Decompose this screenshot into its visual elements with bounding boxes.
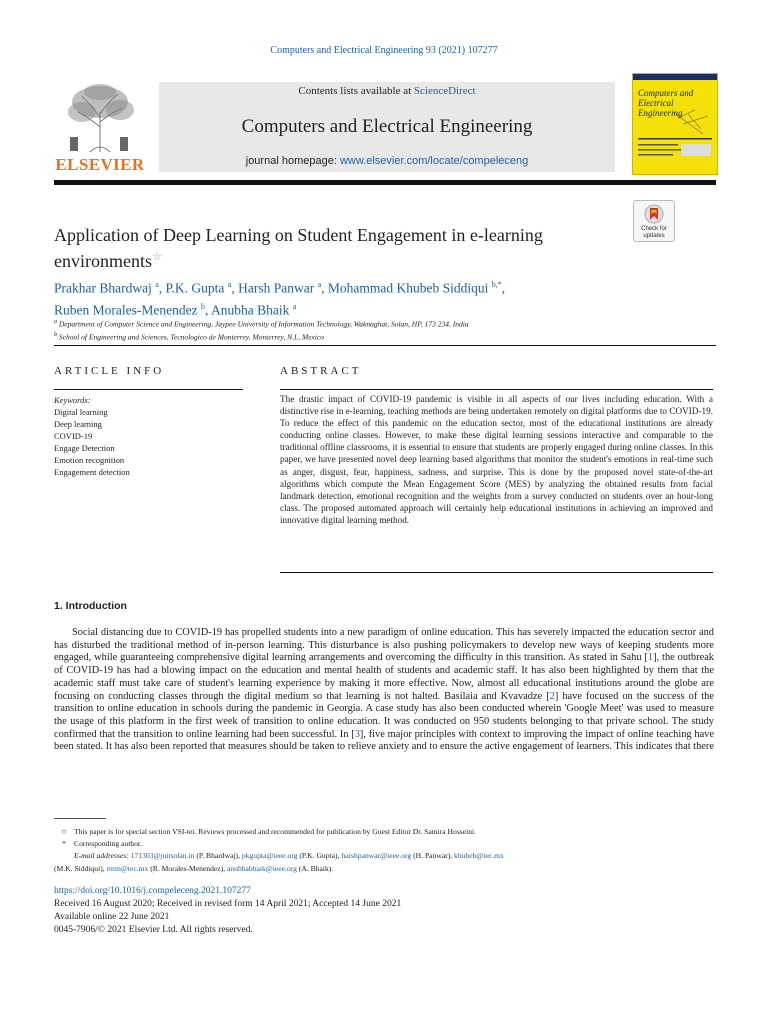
contents-prefix: Contents lists available at xyxy=(298,85,414,97)
introduction-body xyxy=(54,627,714,754)
title-footnote-star[interactable]: ☆ xyxy=(151,251,162,263)
intro-text-part: Social distancing due to COVID-19 has propelled students into a new paradigm of online education. This has severely impacted the education sector and has disturbed the traditional method of in-person learning. This disturbance is also pushing policymakers to develop new ways of keeping students more engaged, while guaranteeing comprehensive digital learning arrangements and overcoming the difficulty in this transition. As stated in Sahu [ xyxy=(54,627,714,664)
abstract-divider xyxy=(280,389,713,390)
publication-info xyxy=(54,885,401,937)
keyword-item: Deep learning xyxy=(54,419,102,429)
author-name[interactable]: Harsh Panwar xyxy=(238,280,318,296)
email-owner: (P. Bhardwaj), xyxy=(194,851,242,861)
doi-link[interactable]: https://doi.org/10.1016/j.compeleceng.2021.107277 xyxy=(54,886,251,896)
affiliation-mark: a xyxy=(54,319,57,325)
email-link[interactable]: rmm@tec.mx xyxy=(106,863,149,873)
keywords-label: Keywords: xyxy=(54,395,91,405)
keyword-list xyxy=(54,406,243,478)
author-affiliation-mark[interactable]: b,* xyxy=(491,280,502,289)
email-link[interactable]: 171303@juitsolan.in xyxy=(130,851,195,861)
email-owner: (A. Bhaik). xyxy=(296,863,334,873)
author-affiliation-mark[interactable]: a xyxy=(292,301,297,311)
footnote-divider xyxy=(54,818,106,819)
author-name[interactable]: Prakhar Bhardwaj xyxy=(54,280,156,296)
abstract-heading: ABSTRACT xyxy=(280,365,362,377)
journal-title: Computers and Electrical Engineering xyxy=(241,116,533,137)
online-date: Available online 22 June 2021 xyxy=(54,912,170,922)
sciencedirect-link[interactable]: ScienceDirect xyxy=(413,85,476,97)
email-link[interactable]: harshpanwar@ieee.org xyxy=(341,851,412,861)
homepage-link[interactable]: www.elsevier.com/locate/compeleceng xyxy=(339,155,529,167)
homepage-line xyxy=(159,155,615,167)
intro-text-part: ] have focused on the success of the transition to online education in schools during the pandemic in Georgia. A case study has also been conducted wherein 'Google Meet' was used to measure the usage of this platform in the first week of transition to online education. It was conducted on 950 students belonging to that private school. The study confirmed that the transition to online learning had been successful. In [ xyxy=(54,690,714,740)
keyword-item: Emotion recognition xyxy=(54,455,125,465)
publisher-wordmark: ELSEVIER xyxy=(55,155,145,174)
abstract-text: The drastic impact of COVID-19 pandemic is visible in all aspects of our lives including education. With a distinctive rise in e-learning, teaching methods are being undertaken remotely on digital platforms due to COVID-19. To reduce the effect of this pandemic on the education sector, most of the educational institutions are already conducting online classes. However, to make these digital learning sessions interactive and comparable to the traditional offline classrooms, it is essential to ensure that students are properly engaged during online classes. In this paper, we have presented novel deep learning based algorithms that monitor the student's emotions in real-time such as anger, disgust, fear, happiness, sadness, and surprise. This is done by the proposed novel state-of-the-art algorithms which compute the Mean Engagement Score (MES) by analyzing the obtained results from facial landmark detection, emotional recognition and the weights from a survey conducted on students over an hour-long class. The proposed automated approach will certainly help educational institutions in achieving an improved and innovative digital learning method. xyxy=(280,394,713,525)
journal-masthead xyxy=(54,78,716,178)
special-section-text: This paper is for special section VSI-tei. Reviews processed and recommended for publication by Guest Editor Dr. Samira Hosseini. xyxy=(74,827,477,836)
contents-line xyxy=(159,85,615,97)
introduction-heading: 1. Introduction xyxy=(54,600,127,612)
email-link[interactable]: pkgupta@ieee.org xyxy=(241,851,298,861)
citation-link-2[interactable]: 2 xyxy=(549,690,555,702)
journal-info-box xyxy=(159,82,615,172)
homepage-prefix: journal homepage: xyxy=(245,155,340,167)
author-affiliation-mark[interactable]: b xyxy=(200,301,205,311)
citation-link-3[interactable]: 3 xyxy=(354,728,360,740)
author-name[interactable]: Mohammad Khubeb Siddiqui xyxy=(327,280,492,296)
journal-reference[interactable]: Computers and Electrical Engineering 93 (2021) 107277 xyxy=(270,45,498,56)
footnotes xyxy=(54,826,714,875)
citation-link-1[interactable]: 1 xyxy=(647,652,654,664)
keyword-item: Digital learning xyxy=(54,407,108,417)
keywords-block xyxy=(54,394,243,478)
email-label: E-mail addresses: xyxy=(74,851,129,861)
author-name[interactable]: Anubha Bhaik xyxy=(210,302,293,317)
keyword-item: Engage Detection xyxy=(54,443,115,453)
copyright: 0045-7906/© 2021 Elsevier Ltd. All rights reserved. xyxy=(54,925,253,935)
masthead-divider xyxy=(54,180,716,185)
email-addresses-line-2 xyxy=(54,863,714,875)
article-title xyxy=(54,224,624,272)
footnote-star: ☆ xyxy=(60,827,68,836)
affiliation-line: $^a$ Department of Computer Science and Engineering, Jaypee University of Information Technology, Waknaghat, Solan, HP, 173 234, India xyxy=(54,319,469,329)
header-divider xyxy=(54,345,716,346)
author-list: Prakhar Bhardwaj $^a$, P.K. Gupta $^a$, Harsh Panwar $^a$, Mohammad Khubeb Siddiqui $^{b,*}$, Ruben Morales-Menendez $^b$, Anubha Bhaik $^a$ xyxy=(54,280,506,317)
author-affiliation-mark[interactable]: a xyxy=(317,280,322,289)
corresponding-author-note xyxy=(54,838,714,850)
affiliations xyxy=(54,317,674,342)
author-affiliation-mark[interactable]: a xyxy=(227,280,232,289)
intro-text-part: ], five major principles with context to improving the impact of online teaching have been stated. It has also been reported that measures should be taken to relieve anxiety and to ensure the active engagement of learners. This indicates that there xyxy=(54,728,714,753)
journal-cover-image[interactable] xyxy=(632,73,718,175)
email-link[interactable]: khubeb@tec.mx xyxy=(454,851,504,861)
affiliation-line: $^b$ School of Engineering and Sciences, Tecnologico de Monterrey, Monterrey, N.L, Mexico xyxy=(54,331,325,341)
footnote-asterisk: * xyxy=(62,839,66,849)
email-owner: (R. Morales-Menendez), xyxy=(148,863,227,873)
abstract-end-divider xyxy=(280,572,713,573)
article-title-text: Application of Deep Learning on Student Engagement in e-learning environments xyxy=(54,225,543,271)
introduction-paragraph xyxy=(54,627,714,754)
email-owner: (H. Panwar), xyxy=(411,851,455,861)
elsevier-tree-icon xyxy=(60,82,140,154)
received-dates: Received 16 August 2020; Received in revised form 14 April 2021; Accepted 14 June 2021 xyxy=(54,899,402,909)
elsevier-logo[interactable] xyxy=(54,78,154,174)
corresponding-author-text: Corresponding author. xyxy=(74,839,142,849)
keyword-item: COVID-19 xyxy=(54,431,93,441)
keyword-item: Engagement detection xyxy=(54,467,130,477)
article-info-divider xyxy=(54,389,243,390)
email-owner: (M.K. Siddiqui), xyxy=(54,863,107,873)
bookmark-icon xyxy=(644,204,664,226)
affiliation-mark: b xyxy=(54,331,57,338)
email-owner: (P.K. Gupta), xyxy=(297,851,342,861)
check-for-updates-label: Check for updates xyxy=(641,226,667,239)
author-affiliation-mark[interactable]: a xyxy=(155,280,159,289)
email-addresses-line xyxy=(54,850,714,862)
email-link[interactable]: anubhabhaik@ieee.org xyxy=(226,863,297,873)
check-for-updates-button[interactable] xyxy=(633,200,675,242)
intro-text-part: ], the outbreak of COVID-19 has had a blowing impact on the education and mental health of students and academic staff. It has also been highlighted by them that the academic staff must take care of student's learning experience by making it more effective. Now, almost all educational institutions around the globe are focusing on conducting classes through the digital medium so that learning is not halted. Basilaia and Kvavadze [ xyxy=(54,652,714,702)
cover-title: Computers and Electrical Engineering xyxy=(638,88,694,118)
special-section-note xyxy=(54,826,714,838)
author-name[interactable]: Ruben Morales-Menendez xyxy=(54,302,201,317)
author-name[interactable]: P.K. Gupta xyxy=(165,280,228,296)
article-info-heading: ARTICLE INFO xyxy=(54,365,165,377)
